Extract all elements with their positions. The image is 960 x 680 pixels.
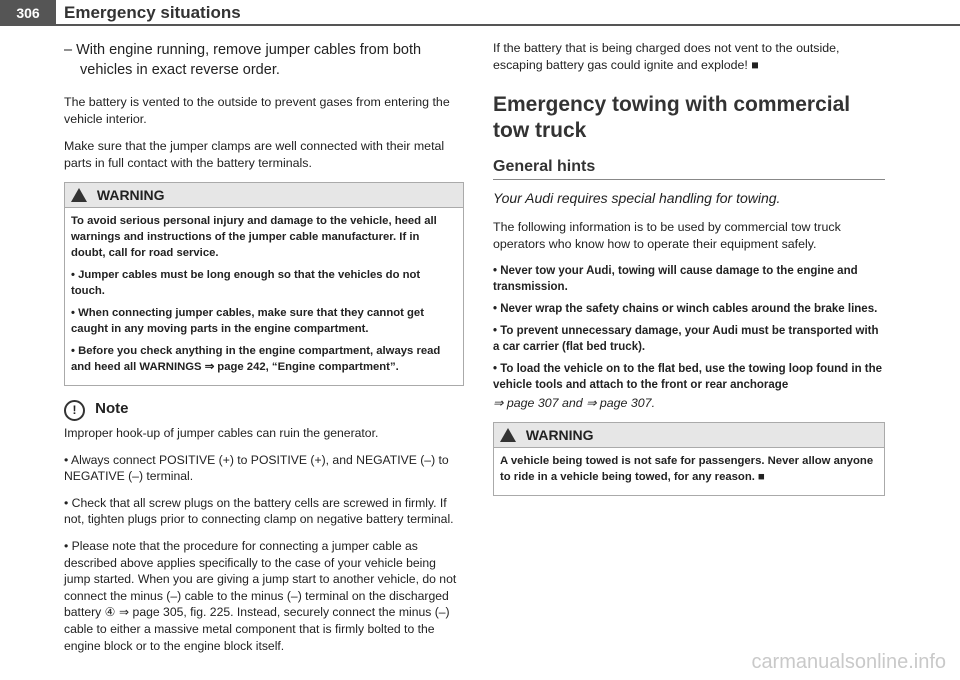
towing-bullet: • Never wrap the safety chains or winch cables around the brake lines. [493, 303, 878, 315]
lead-text: Your Audi requires special handling for towing. [493, 190, 781, 206]
header-rule [0, 24, 960, 26]
page-number: 306 [0, 0, 56, 26]
note-intro: Improper hook-up of jumper cables can ruin the generator. [64, 426, 379, 440]
note-bullet: • Always connect POSITIVE (+) to POSITIVE (+), and NEGATIVE (–) to NEGATIVE (–) terminal. [64, 452, 449, 484]
right-column [493, 40, 885, 510]
warning-triangle-icon [500, 428, 516, 442]
warning-title: WARNING [96, 187, 165, 203]
note-bullet: • Check that all screw plugs on the battery cells are screwed in firmly. If not, tighten plugs prior to connecting clamp on negative battery terminal. [64, 495, 454, 527]
towing-bullet: • To prevent unnecessary damage, your Audi must be transported with a car carrier (flat bed truck). [493, 325, 879, 353]
watermark: carmanualsonline.info [751, 651, 946, 673]
warning-header [494, 423, 884, 448]
paragraph-battery-gas: If the battery that is being charged does not vent to the outside, escaping battery gas could ignite and explode! ■ [493, 41, 840, 72]
warning-bullet: • When connecting jumper cables, make sure that they cannot get caught in any moving parts in the engine compartment. [71, 307, 424, 335]
warning-triangle-icon [71, 188, 87, 202]
exclamation-circle-icon: ! [64, 400, 85, 421]
left-column [64, 40, 464, 664]
warning-box-jumper [64, 182, 464, 386]
warning-text: A vehicle being towed is not safe for passengers. Never allow anyone to ride in a vehicle being towed, for any reason. ■ [500, 455, 874, 483]
paragraph-vent: The battery is vented to the outside to prevent gases from entering the vehicle interior. [64, 95, 450, 126]
towing-bullet: • To load the vehicle on to the flat bed, use the towing loop found in the vehicle tools and attach to the front or rear anchorage [493, 363, 883, 391]
paragraph-clamps: Make sure that the jumper clamps are well connected with their metal parts in full contact with the battery terminals. [64, 139, 445, 170]
page-references: ⇒ page 307 and ⇒ page 307. [493, 396, 656, 410]
chapter-title: Emergency situations [64, 3, 241, 22]
warning-title: WARNING [525, 427, 594, 443]
towing-bullet: • Never tow your Audi, towing will cause damage to the engine and transmission. [493, 265, 858, 293]
warning-bullet: • Jumper cables must be long enough so that the vehicles do not touch. [71, 269, 421, 297]
warning-header [65, 183, 463, 208]
warning-box-towing [493, 422, 885, 496]
warning-bullet: • Before you check anything in the engine compartment, always read and heed all WARNINGS ⇒ page 242, “Engine compartment”. [71, 345, 441, 373]
note-header [64, 400, 464, 421]
note-title: Note [95, 400, 129, 417]
note-bullet: • Please note that the procedure for connecting a jumper cable as described above applies specifically to the case of your vehicle being jump started. When you are giving a jump start to another vehicle, do not connect the minus (–) cable to the minus (–) terminal on the discharged battery ④ ⇒ page 305, fig. 225. Instead, securely connect the minus (–) cable to either a massive metal component that is firmly bolted to the engine block or to the engine block itself. [64, 538, 457, 653]
section-title: Emergency towing with commercial tow truck [493, 93, 851, 142]
warning-text: To avoid serious personal injury and damage to the vehicle, heed all warnings and instructions of the jumper cable manufacturer. If in doubt, call for road service. [71, 215, 437, 259]
instruction-step: – With engine running, remove jumper cables from both vehicles in exact reverse order. [64, 42, 422, 78]
subsection-title: General hints [493, 158, 885, 180]
paragraph-intro: The following information is to be used by commercial tow truck operators who know how to operate their equipment safely. [493, 220, 841, 251]
